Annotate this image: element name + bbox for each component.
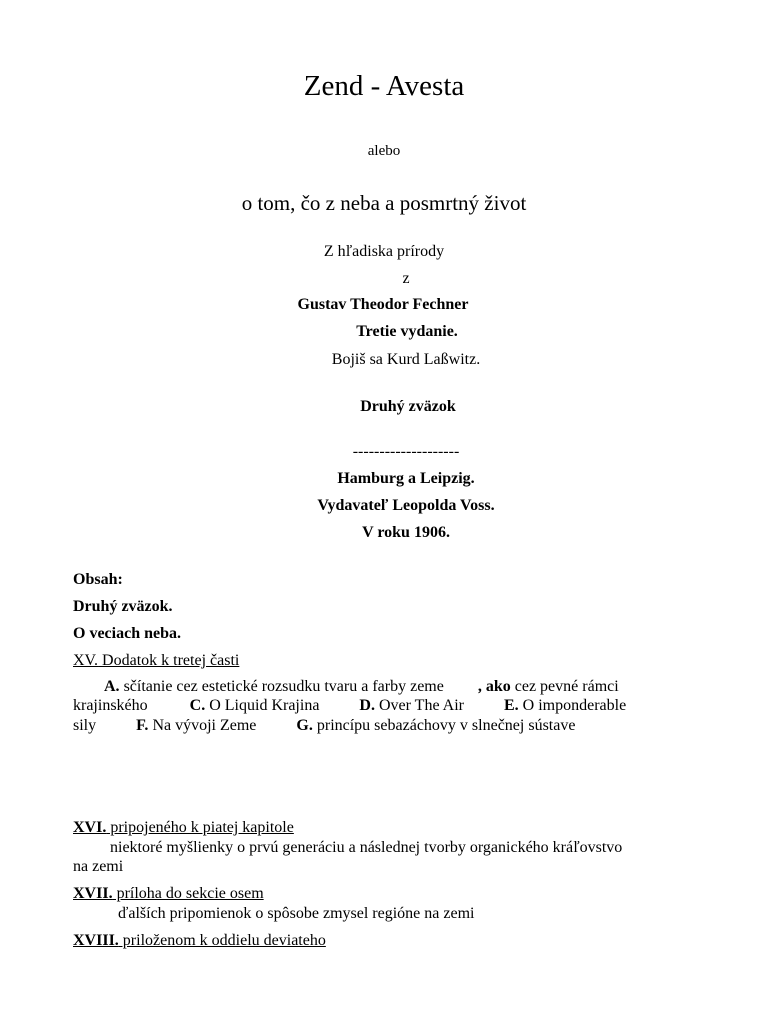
section-a-letter: A.: [104, 678, 120, 695]
toc-entry-xvii-number: XVII.: [73, 885, 113, 902]
document-subtitle: o tom, čo z neba a posmrtný život: [241, 191, 527, 215]
toc-entry-xvi-number: XVI.: [73, 819, 107, 836]
document-title: Zend - Avesta: [303, 70, 465, 102]
section-a-text: sčítanie cez estetické rozsudku tvaru a farby zeme: [119, 678, 444, 695]
section-f-text: Na vývoji Zeme: [148, 717, 257, 734]
toc-heading: Obsah:: [73, 571, 123, 588]
section-e-continued: sily: [73, 717, 97, 734]
toc-xv-line2: [73, 697, 626, 715]
toc-entry-xvii-title: príloha do sekcie osem: [112, 885, 264, 902]
perspective-line: Z hľadiska prírody: [323, 243, 445, 260]
section-g-letter: G.: [296, 717, 313, 734]
year-line: V roku 1906.: [362, 524, 450, 541]
toc-volume: Druhý zväzok.: [73, 598, 173, 615]
toc-entry-xviii-number: XVIII.: [73, 932, 119, 949]
edition-line: Tretie vydanie.: [356, 323, 458, 340]
separator-line: --------------------: [352, 443, 460, 460]
toc-xvii-text: ďalších pripomienok o spôsobe zmysel regióne na zemi: [118, 905, 475, 922]
toc-xvi-text-line1: niektoré myšlienky o prvú generáciu a následnej tvorby organického kráľovstvo: [110, 839, 623, 856]
toc-entry-xviii-title: priloženom k oddielu deviateho: [118, 932, 326, 949]
toc-entry-xviii[interactable]: [73, 932, 326, 950]
toc-entry-xv-title: Dodatok k tretej časti: [98, 652, 240, 669]
section-f-letter: F.: [136, 717, 149, 734]
editor-line: Bojiš sa Kurd Laßwitz.: [331, 351, 481, 368]
toc-entry-xvi[interactable]: [73, 819, 294, 837]
section-e-letter: E.: [504, 697, 519, 714]
publisher-line: Vydavateľ Leopolda Voss.: [317, 497, 495, 514]
ako-word: , ako: [477, 678, 511, 695]
section-b-text: krajinského: [73, 697, 148, 714]
toc-xvi-text-line2: na zemi: [73, 858, 124, 875]
section-c-letter: C.: [189, 697, 206, 714]
section-a-rest: cez pevné rámci: [510, 678, 619, 695]
section-d-text: Over The Air: [374, 697, 464, 714]
alebo-text: alebo: [367, 143, 401, 159]
section-g-text: princípu sebazáchovy v slnečnej sústave: [312, 717, 576, 734]
z-line: z: [402, 270, 410, 287]
toc-entry-xvii[interactable]: [73, 885, 264, 903]
section-e-text: O imponderable: [518, 697, 627, 714]
toc-entry-xv[interactable]: [73, 652, 239, 670]
place-line: Hamburg a Leipzig.: [337, 470, 475, 487]
section-c-text: O Liquid Krajina: [205, 697, 320, 714]
author-name: Gustav Theodor Fechner: [297, 296, 469, 313]
toc-xv-line3: [73, 717, 575, 735]
section-d-letter: D.: [359, 697, 375, 714]
volume-line: Druhý zväzok: [360, 398, 456, 415]
toc-xv-line1: [104, 678, 619, 696]
toc-entry-xv-number: XV.: [73, 652, 99, 669]
toc-part: O veciach neba.: [73, 625, 181, 642]
toc-entry-xvi-title: pripojeného k piatej kapitole: [106, 819, 294, 836]
